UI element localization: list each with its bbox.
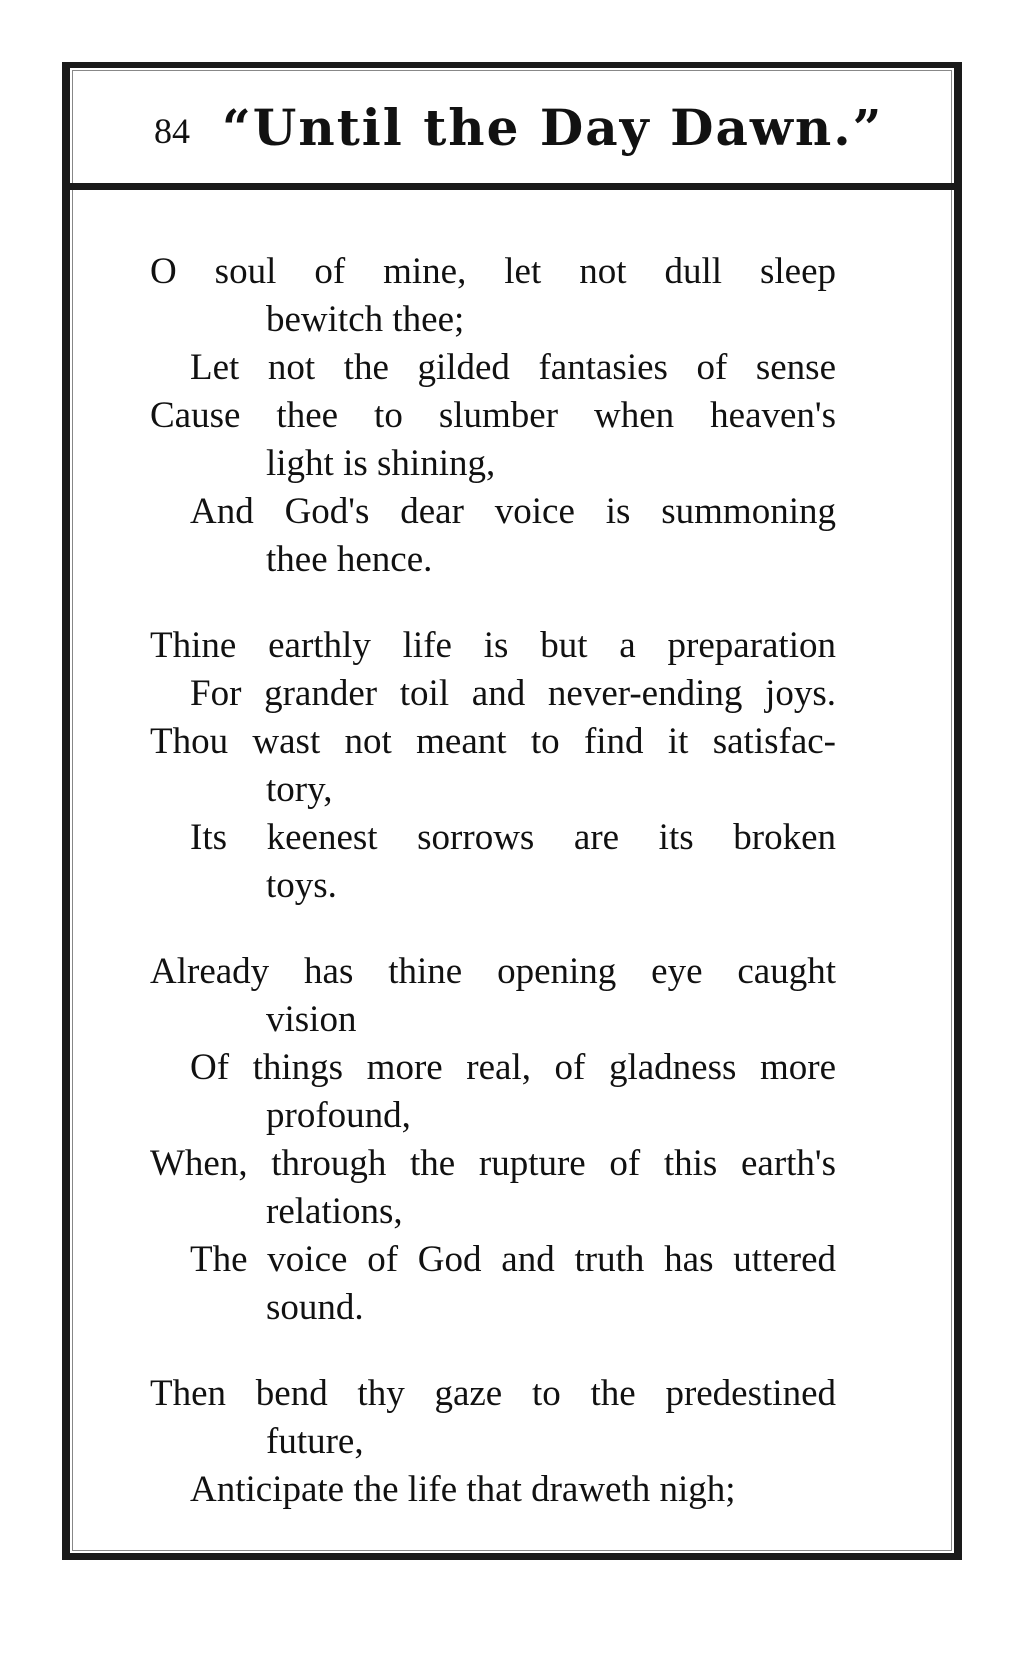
poem-line: vision bbox=[266, 999, 357, 1040]
poem-line: Of things more real, of gladness more bbox=[190, 1047, 836, 1088]
poem-line: bewitch thee; bbox=[266, 299, 465, 340]
poem-line: Thine earthly life is but a preparation bbox=[150, 625, 836, 666]
poem-line: And God's dear voice is summoning bbox=[190, 491, 836, 532]
page-border-frame bbox=[62, 62, 962, 1560]
running-title: “Until the Day Dawn.” bbox=[222, 98, 884, 157]
poem-body bbox=[70, 248, 954, 1552]
poem-line: relations, bbox=[266, 1191, 403, 1232]
poem-line: The voice of God and truth has uttered bbox=[190, 1239, 836, 1280]
poem-line: sound. bbox=[266, 1287, 364, 1328]
poem-line: profound, bbox=[266, 1095, 411, 1136]
poem-line: toys. bbox=[266, 865, 337, 906]
poem-line: Already has thine opening eye caught bbox=[150, 951, 836, 992]
poem-line: Cause thee to slumber when heaven's bbox=[150, 395, 836, 436]
poem-line: Its keenest sorrows are its broken bbox=[190, 817, 836, 858]
poem-stanza bbox=[70, 948, 954, 1332]
page-header bbox=[70, 68, 954, 190]
poem-line: When, through the rupture of this earth's bbox=[150, 1143, 836, 1184]
poem-line: Then bend thy gaze to the predestined bbox=[150, 1373, 836, 1414]
poem-line: O soul of mine, let not dull sleep bbox=[150, 251, 836, 292]
poem-line: light is shining, bbox=[266, 443, 496, 484]
poem-line: tory, bbox=[266, 769, 333, 810]
poem-stanza bbox=[70, 1370, 954, 1514]
poem-line: future, bbox=[266, 1421, 364, 1462]
poem-stanza bbox=[70, 248, 954, 584]
poem-line: Let not the gilded fantasies of sense bbox=[190, 347, 836, 388]
poem-line: Thou wast not meant to find it satisfac- bbox=[150, 721, 836, 762]
poem-line: thee hence. bbox=[266, 539, 433, 580]
poem-line: For grander toil and never-ending joys. bbox=[190, 673, 836, 714]
page-number: 84 bbox=[154, 111, 190, 151]
poem-stanza bbox=[70, 622, 954, 910]
poem-line: Anticipate the life that draweth nigh; bbox=[190, 1469, 736, 1510]
